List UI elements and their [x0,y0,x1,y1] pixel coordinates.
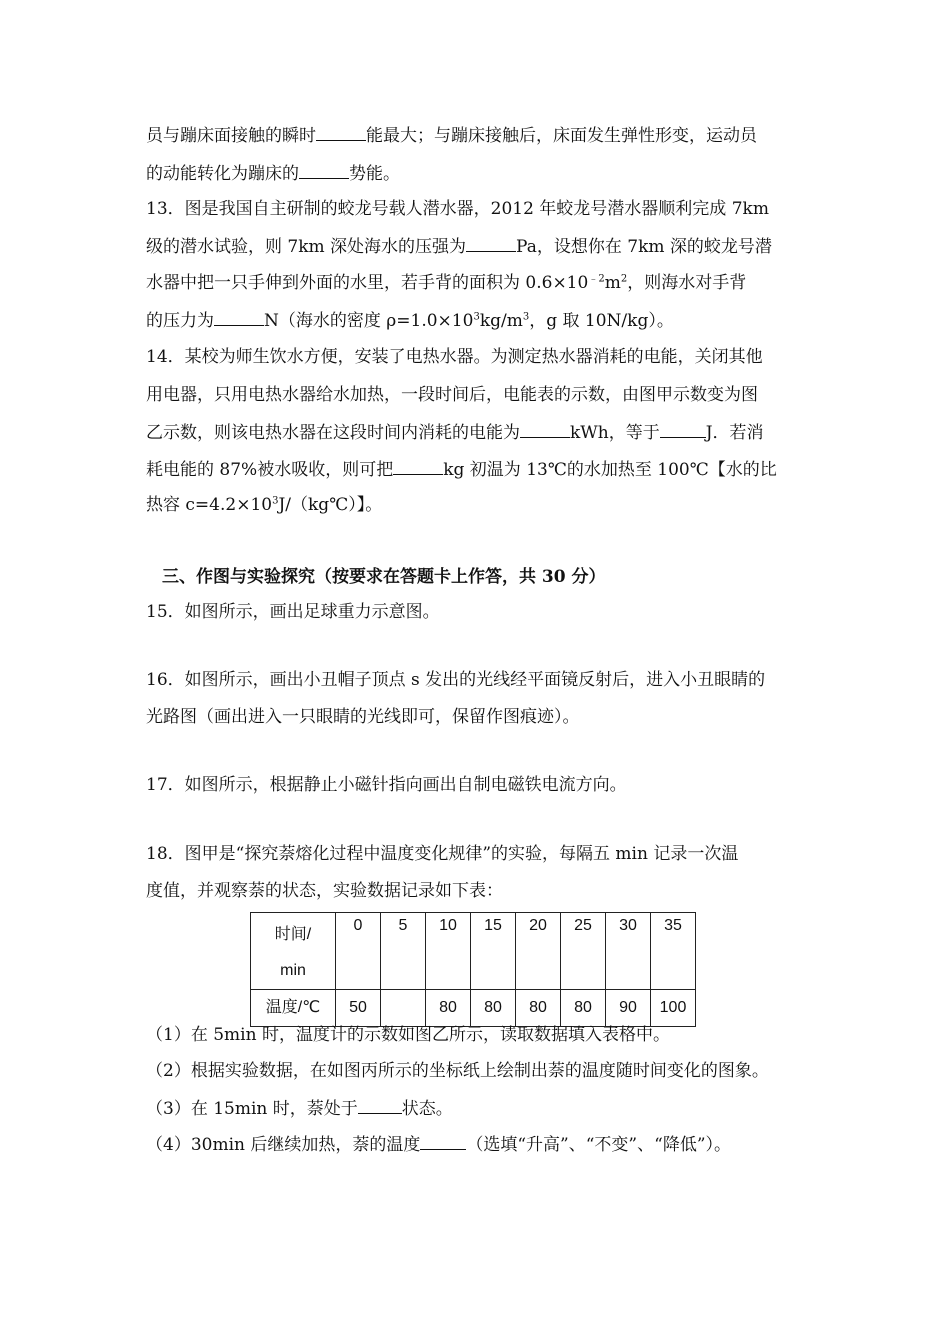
table-cell: 100 [651,990,696,1027]
question-15-line: 15．如图所示，画出足球重力示意图。 [146,602,440,622]
subquestion-4: （4）30min 后继续加热，萘的温度 （选填“升高”、“不变”、“降低”）。 [146,1135,732,1155]
text-line: 员与蹦床面接触的瞬时 能最大；与蹦床接触后，床面发生弹性形变，运动员 [146,126,757,146]
table-cell: 80 [471,990,516,1027]
text-line: 乙示数，则该电热水器在这段时间内消耗的电能为 kWh，等于 J．若消 [146,423,764,443]
header-cell-time: 时间/ min [251,913,336,990]
answer-blank[interactable] [316,124,366,141]
answer-blank[interactable] [299,162,349,179]
table-cell: 25 [561,913,606,990]
text-line: 耗电能的 87%被水吸收，则可把 kg 初温为 13℃的水加热至 100℃【水的比 [146,460,777,480]
answer-blank[interactable] [214,309,264,326]
header-cell-temperature: 温度/℃ [251,990,336,1027]
table-row-time [251,913,696,990]
subquestion-1: （1）在 5min 时，温度计的示数如图乙所示，读取数据填入表格中。 [146,1025,670,1045]
table-cell: 80 [516,990,561,1027]
table-cell: 5 [381,913,426,990]
answer-blank[interactable] [466,235,516,252]
text-line: 级的潜水试验，则 7km 深处海水的压强为 Pa，设想你在 7km 深的蛟龙号潜 [146,237,772,257]
text-line: 的压力为 N（海水的密度 $\rho=1.0\times 10^3kg/m^3$，g 取 10N/kg）。 [146,311,674,331]
text-line: 光路图（画出进入一只眼睛的光线即可，保留作图痕迹）。 [146,707,580,727]
data-table [250,912,696,1027]
answer-blank[interactable] [358,1097,402,1114]
text-line: 水器中把一只手伸到外面的水里，若手背的面积为 $0.6\times 10^{﹣2}m^2$，则海水对手背 [146,273,747,293]
table-cell: 20 [516,913,561,990]
table-cell: 30 [606,913,651,990]
table-cell: 90 [606,990,651,1027]
table-cell-blank[interactable] [381,990,426,1027]
section-heading: 三、作图与实验探究（按要求在答题卡上作答，共 30 分） [162,567,606,587]
question-18-line: 18．图甲是“探究萘熔化过程中温度变化规律”的实验，每隔五 min 记录一次温 [146,844,739,864]
subquestion-3: （3）在 15min 时，萘处于 状态。 [146,1099,453,1119]
text-line: 度值，并观察萘的状态，实验数据记录如下表： [146,881,503,901]
subquestion-2: （2）根据实验数据，在如图丙所示的坐标纸上绘制出萘的温度随时间变化的图象。 [146,1061,769,1081]
table-cell: 10 [426,913,471,990]
answer-blank[interactable] [520,421,570,438]
table-cell: 35 [651,913,696,990]
question-14-line: 14．某校为师生饮水方便，安装了电热水器。为测定热水器消耗的电能，关闭其他 [146,347,763,367]
answer-blank[interactable] [420,1133,466,1150]
table-cell: 15 [471,913,516,990]
table-cell: 50 [336,990,381,1027]
text-line: 热容 $c=4.2\times 10^3J/(kg℃)$】。 [146,495,383,515]
table-cell: 80 [561,990,606,1027]
table-row-temperature [251,990,696,1027]
table-cell: 80 [426,990,471,1027]
question-16-line: 16．如图所示，画出小丑帽子顶点 s 发出的光线经平面镜反射后，进入小丑眼睛的 [146,670,766,690]
table-cell: 0 [336,913,381,990]
text-line: 用电器，只用电热水器给水加热，一段时间后，电能表的示数，由图甲示数变为图 [146,385,758,405]
answer-blank[interactable] [660,421,706,438]
text-line: 的动能转化为蹦床的 势能。 [146,164,400,184]
question-13-line: 13．图是我国自主研制的蛟龙号载人潜水器，2012 年蛟龙号潜水器顺利完成 7km [146,199,769,219]
answer-blank[interactable] [393,458,443,475]
question-17-line: 17．如图所示，根据静止小磁针指向画出自制电磁铁电流方向。 [146,775,627,795]
